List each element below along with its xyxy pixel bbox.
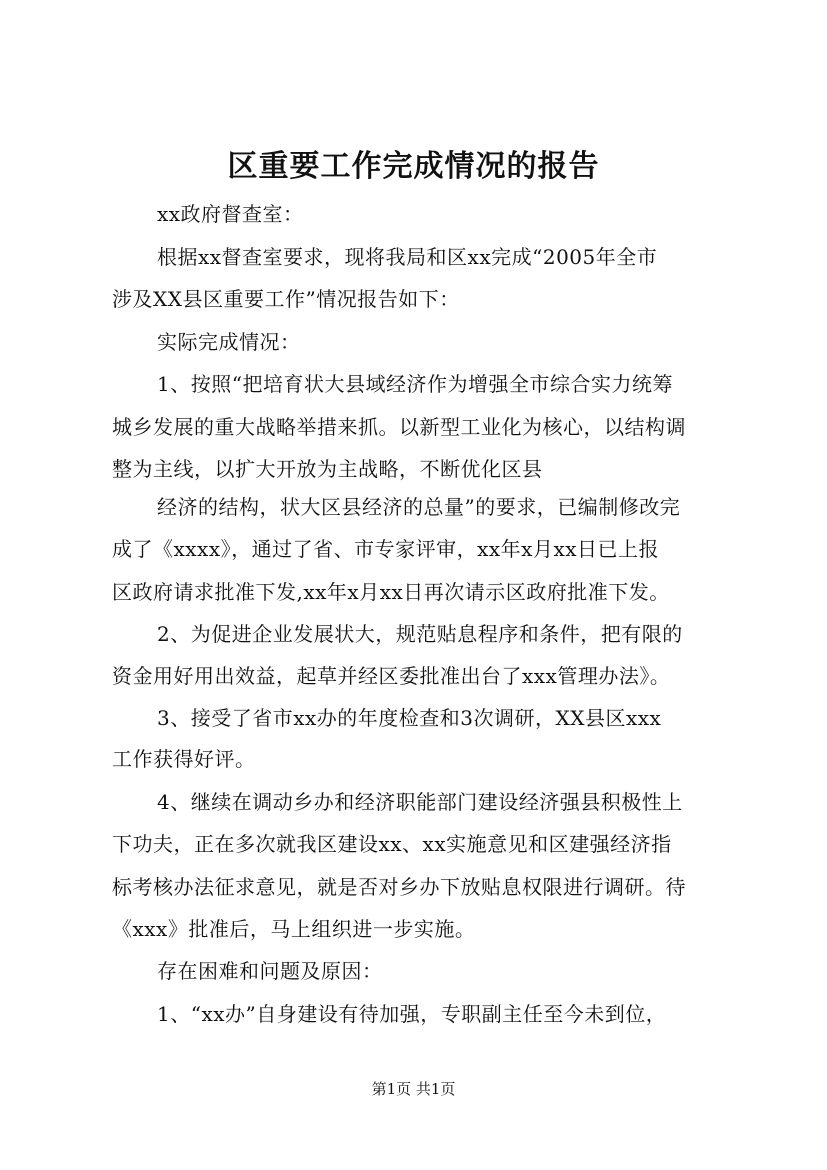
paragraph-line: 根据xx督查室要求，现将我局和区xx完成“2005年全市 [157,245,658,269]
paragraph-line: 1、按照“把培育状大县域经济作为增强全市综合实力统筹 [157,372,673,396]
section-heading: 实际完成情况： [157,330,301,354]
paragraph-line: 2、为促进企业发展状大，规范贴息程序和条件，把有限的 [157,622,683,646]
salutation-line: xx政府督查室： [157,202,304,226]
paragraph-line: 整为主线，以扩大开放为主战略，不断优化区县 [112,457,543,481]
paragraph-line: 3、接受了省市xx办的年度检查和3次调研，XX县区xxx [157,706,662,730]
document-title: 区重要工作完成情况的报告 [227,149,600,184]
paragraph-line: 下功夫，正在多次就我区建设xx、xx实施意见和区建强经济指 [112,832,672,856]
paragraph-line: 标考核办法征求意见，就是否对乡办下放贴息权限进行调研。待 [112,875,686,899]
paragraph-line: 资金用好用出效益，起草并经区委批准出台了xxx管理办法》。 [112,664,671,688]
paragraph-line: 城乡发展的重大战略举措来抓。以新型工业化为核心，以结构调 [112,415,686,439]
paragraph-line: 经济的结构，状大区县经济的总量”的要求，已编制修改完 [157,495,681,519]
paragraph-line: 成了《xxxx》，通过了省、市专家评审，xx年x月xx日已上报 [112,537,660,561]
paragraph-line: 工作获得好评。 [112,747,256,771]
paragraph-line: 1、“xx办”自身建设有待加强，专职副主任至今未到位， [157,1002,667,1026]
paragraph-line: 《xxx》批准后，马上组织进一步实施。 [112,917,476,941]
paragraph-line: 涉及XX县区重要工作”情况报告如下： [112,287,460,311]
paragraph-line: 4、继续在调动乡办和经济职能部门建设经济强县积极性上 [157,790,683,814]
paragraph-line: 区政府请求批准下发,xx年x月xx日再次请示区政府批准下发。 [112,580,670,604]
page-footer: 第1页 共1页 [371,1080,456,1098]
section-heading: 存在困难和问题及原因： [157,959,383,983]
